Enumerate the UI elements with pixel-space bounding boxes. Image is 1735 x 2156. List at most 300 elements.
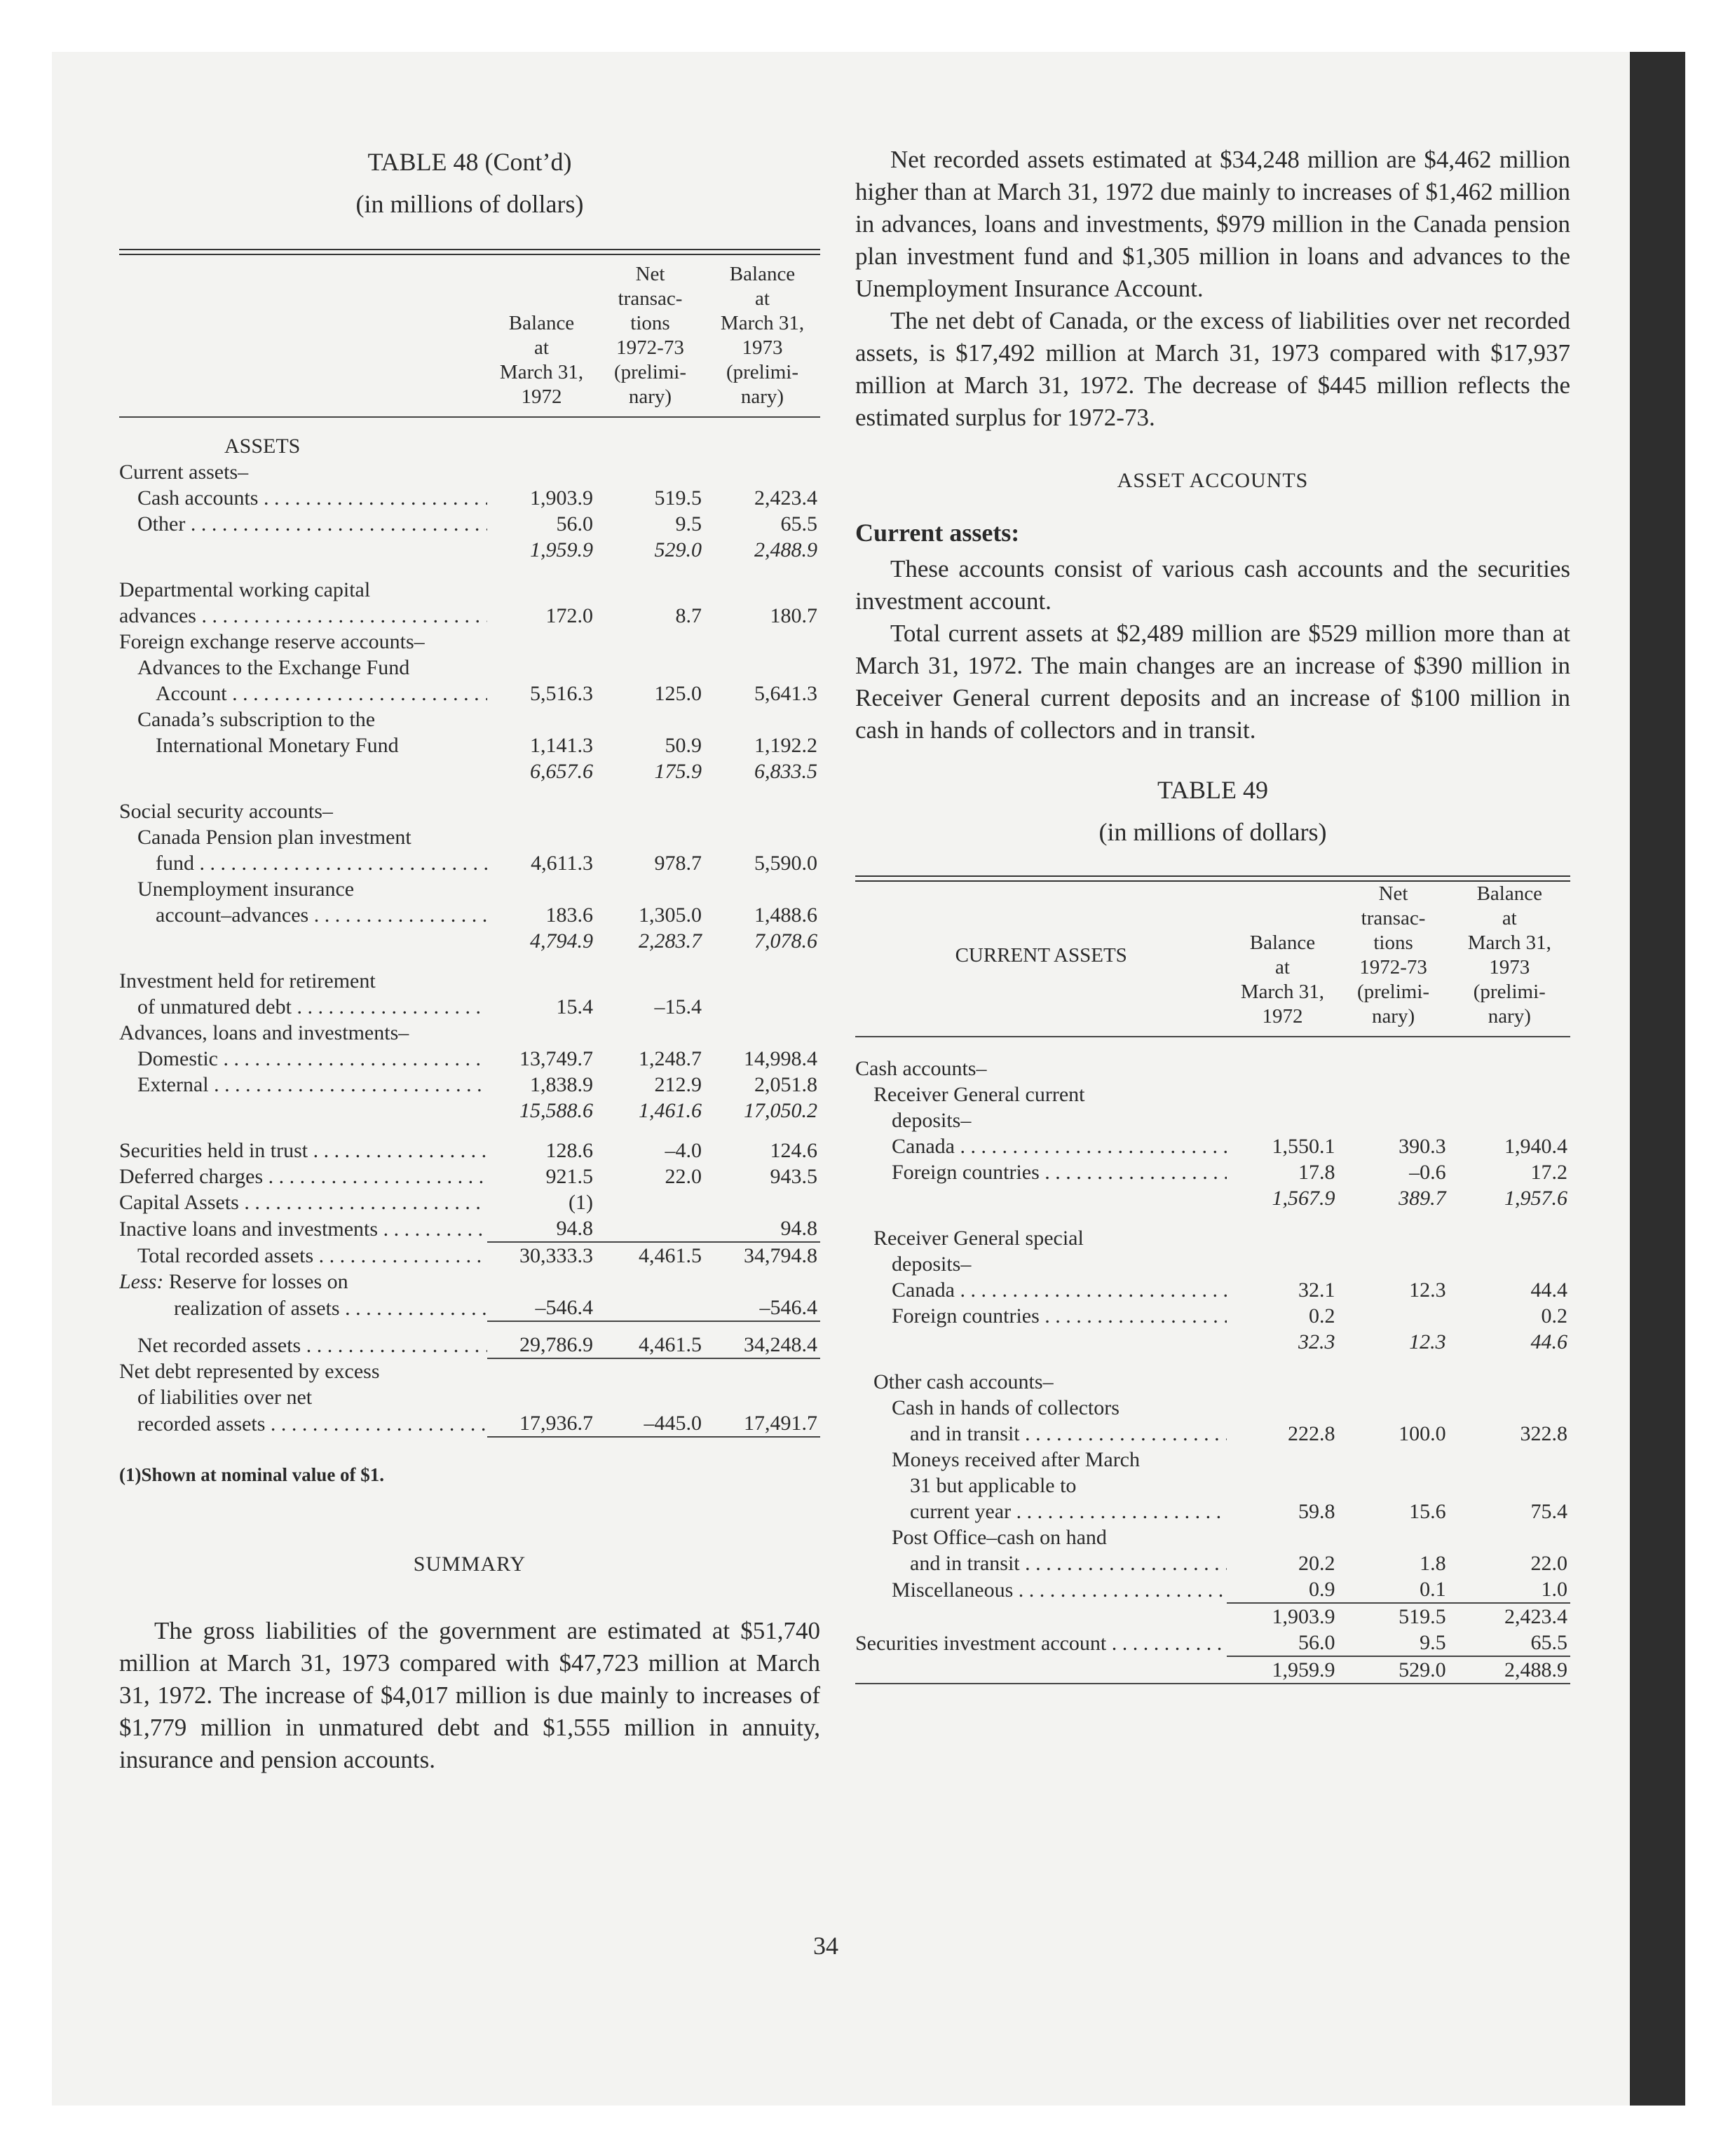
table48-cell: 5,516.3 — [530, 682, 593, 705]
table48-row — [119, 1295, 820, 1321]
table48-cell — [596, 824, 705, 850]
table48-cell — [596, 876, 705, 902]
table48-cell: 519.5 — [654, 486, 702, 510]
table48-cell — [705, 1189, 820, 1215]
table49-cell: 1.8 — [1420, 1552, 1446, 1575]
table48-cell — [596, 1020, 705, 1046]
table48-row — [119, 1138, 820, 1164]
table49-cell: 2,488.9 — [1449, 1656, 1570, 1684]
table49-cell: 1,550.1 — [1272, 1135, 1335, 1158]
table48-row-label: Cash accounts . . . — [119, 485, 487, 511]
table49-row — [855, 1056, 1570, 1082]
table49-cell — [1338, 1524, 1448, 1550]
table48-cell: 180.7 — [770, 604, 817, 627]
table48-row — [119, 1046, 820, 1072]
table48-cell: 1,141.3 — [530, 734, 593, 757]
table48-row-label — [119, 1098, 487, 1124]
table48-cell: 943.5 — [770, 1165, 817, 1188]
table49-cell: 15.6 — [1409, 1500, 1446, 1523]
table49-cell: 44.4 — [1530, 1278, 1567, 1302]
table49-cell — [1449, 1107, 1570, 1133]
table48-cell: 1,305.0 — [639, 903, 702, 927]
table49-col-header: Net transac- tions 1972-73 (prelimi- nary) — [1356, 882, 1430, 1028]
table48-cell: 4,461.5 — [596, 1321, 705, 1358]
paragraph-accounts-consist: These accounts consist of various cash accounts and the securities investment account. — [855, 555, 1570, 615]
table48-cell: 29,786.9 — [487, 1321, 596, 1358]
table48-cell — [487, 876, 596, 902]
table48-cell: 2,423.4 — [754, 486, 817, 510]
table48-row-label: Inactive loans and investments . . . — [119, 1215, 487, 1242]
table49-row — [855, 1630, 1570, 1656]
table48-cell — [596, 707, 705, 732]
table49-row — [855, 1395, 1570, 1421]
table48-row-label: account–advances . . . — [119, 902, 487, 928]
table48-cell — [705, 1020, 820, 1046]
table49-cell: 9.5 — [1338, 1630, 1448, 1656]
table48-cell: –546.4 — [487, 1295, 596, 1321]
table48-cell: 1,248.7 — [639, 1047, 702, 1070]
table48-cell: 4,611.3 — [531, 852, 593, 875]
table48-row — [119, 1321, 820, 1358]
table48-cell: 50.9 — [665, 734, 702, 757]
table49-cell — [1338, 1395, 1448, 1421]
table48-row-label: Investment held for retirement — [119, 969, 376, 992]
table48-row — [119, 681, 820, 707]
table49-row-label: Securities investment account . . . — [855, 1630, 1227, 1656]
table48-cell — [596, 629, 705, 655]
table49-row-label — [855, 1185, 1227, 1211]
table48-cell — [487, 824, 596, 850]
table48-row — [119, 902, 820, 928]
table49-cell: 1,959.9 — [1227, 1656, 1338, 1684]
table48-cell — [705, 798, 820, 824]
table49-row-label: Canada . . . — [855, 1133, 1227, 1159]
table49-title: TABLE 49 — [1157, 776, 1269, 804]
table49-cell: 519.5 — [1399, 1605, 1446, 1628]
table48-cell: 1,838.9 — [530, 1073, 593, 1096]
table48-row-label: fund . . . — [119, 850, 487, 876]
table48-row — [119, 577, 820, 603]
table48-row-label: Net recorded assets . . . — [119, 1321, 487, 1358]
table49-cell — [1449, 1251, 1570, 1277]
table48-cell — [596, 1215, 705, 1242]
table49-cell: 17.2 — [1530, 1161, 1567, 1184]
table48 — [119, 255, 820, 1438]
table48-cell: 1,461.6 — [639, 1099, 702, 1122]
table48-cell — [487, 459, 596, 485]
table48-cell — [487, 1384, 596, 1410]
table48-cell: (1) — [569, 1191, 593, 1214]
table48-row-label: International Monetary Fund — [156, 734, 399, 757]
table49-cell: 100.0 — [1399, 1422, 1446, 1445]
table48-row-label: Less: Reserve for losses on — [119, 1270, 348, 1293]
table48-row-label: Total recorded assets . . . — [119, 1242, 487, 1269]
table49-cell: 32.1 — [1298, 1278, 1335, 1302]
table49-row — [855, 1656, 1570, 1684]
paragraph-total-current-assets: Total current assets at $2,489 million are $529 million more than at March 31, 1972. The main changes are an increase of $390 million in Receiver General current deposits and an increase of $100 million in cash in hands of collectors and in transit. — [855, 620, 1570, 744]
table48-row-label: of liabilities over net — [137, 1386, 313, 1409]
table48-cell — [487, 1358, 596, 1384]
table48-cell: 175.9 — [654, 760, 702, 783]
table48-row-label: Canada Pension plan investment — [137, 826, 411, 849]
table48-cell: 15,588.6 — [519, 1099, 593, 1122]
table49-cell: 2,423.4 — [1504, 1605, 1567, 1628]
table49-cell — [1449, 1395, 1570, 1421]
table48-footnote: (1)Shown at nominal value of $1. — [119, 1464, 385, 1485]
table48-row-label: Account . . . — [119, 681, 487, 707]
table49-row — [855, 1369, 1570, 1395]
table49-cell — [1338, 1107, 1448, 1133]
table48-row — [119, 1358, 820, 1384]
table48-spacer — [119, 1124, 820, 1138]
table48-row-label: External . . . — [119, 1072, 487, 1098]
table48-cell: 172.0 — [545, 604, 593, 627]
table48-col-header: Balance at March 31, 1973 (prelimi- nary) — [720, 263, 805, 408]
table49-cell — [1227, 1082, 1338, 1107]
table48-cell: 34,248.4 — [705, 1321, 820, 1358]
table48-cell: 56.0 — [556, 512, 593, 535]
table49-cell — [1338, 1225, 1448, 1251]
table48-cell — [596, 655, 705, 681]
table48-cell: –445.0 — [596, 1410, 705, 1437]
table48-cell: 94.8 — [705, 1215, 820, 1242]
table49-cell: 17.8 — [1298, 1161, 1335, 1184]
table49-cell — [1449, 1082, 1570, 1107]
page-number: 34 — [813, 1932, 838, 1960]
table49-cell: 389.7 — [1399, 1187, 1446, 1210]
table49-top-rule — [855, 875, 1570, 882]
table48-row-label — [119, 758, 487, 784]
table48-row-label: Other . . . — [119, 511, 487, 537]
table48-row — [119, 1020, 820, 1046]
table48-cell — [705, 876, 820, 902]
table49-cell — [1338, 1303, 1448, 1329]
table49-cell — [1338, 1369, 1448, 1395]
table48-row — [119, 1072, 820, 1098]
table49-cell — [1227, 1395, 1338, 1421]
table49-row — [855, 1499, 1570, 1524]
table48-row — [119, 1215, 820, 1242]
table48-unit: (in millions of dollars) — [355, 190, 584, 218]
table49-row-label — [855, 1603, 1227, 1630]
table48-row-label: Current assets– — [119, 460, 249, 484]
table49-row — [855, 1576, 1570, 1603]
table48-cell — [705, 1358, 820, 1384]
table48-cell: 8.7 — [675, 604, 702, 627]
table49-row-label: Other cash accounts– — [873, 1370, 1054, 1393]
table49-row — [855, 1473, 1570, 1499]
table48-row — [119, 485, 820, 511]
table48-col-header: Net transac- tions 1972-73 (prelimi- nary) — [613, 263, 687, 408]
table48-row — [119, 968, 820, 994]
table48-cell — [596, 1189, 705, 1215]
table49-cell: 65.5 — [1449, 1630, 1570, 1656]
table49-cell — [1227, 1225, 1338, 1251]
table48-cell: 2,051.8 — [754, 1073, 817, 1096]
table48-cell: 2,283.7 — [639, 929, 702, 953]
table48-row — [119, 459, 820, 485]
table48-row-label: recorded assets . . . — [119, 1410, 487, 1437]
table49-row-label: Post Office–cash on hand — [892, 1526, 1107, 1549]
table48-row-label: Foreign exchange reserve accounts– — [119, 630, 425, 653]
table48-row — [119, 629, 820, 655]
table48-cell: 125.0 — [654, 682, 702, 705]
table48-row — [119, 1098, 820, 1124]
table49-row — [855, 1107, 1570, 1133]
table48-cell — [705, 824, 820, 850]
table48-cell: 30,333.3 — [519, 1244, 593, 1267]
table48-cell: 4,461.5 — [639, 1244, 702, 1267]
table48-row — [119, 824, 820, 850]
table49-cell: 322.8 — [1520, 1422, 1567, 1445]
table48-cell: 15.4 — [556, 995, 593, 1018]
table49-cell — [1449, 1473, 1570, 1499]
table48-row — [119, 537, 820, 563]
table48-row — [119, 1164, 820, 1189]
asset-accounts-title: ASSET ACCOUNTS — [1117, 469, 1309, 492]
table48-cell: 14,998.4 — [744, 1047, 817, 1070]
table48-cell: 5,641.3 — [754, 682, 817, 705]
table48-cell: 6,833.5 — [754, 760, 817, 783]
table48-cell — [487, 577, 596, 603]
table48-row — [119, 511, 820, 537]
table48-cell — [705, 994, 820, 1020]
table48-cell — [705, 459, 820, 485]
table48-spacer — [119, 784, 820, 798]
table49-row — [855, 1447, 1570, 1473]
table49-row-label: Miscellaneous . . . — [855, 1576, 1227, 1603]
table49-cell: 0.9 — [1227, 1576, 1338, 1603]
table48-row — [119, 603, 820, 629]
table49-row — [855, 1524, 1570, 1550]
table49-cell: 0.2 — [1308, 1304, 1335, 1328]
table49-cell: 22.0 — [1530, 1552, 1567, 1575]
table48-cell: 34,794.8 — [744, 1244, 817, 1267]
table49-row — [855, 1329, 1570, 1355]
table48-cell — [596, 1358, 705, 1384]
table48-cell: –546.4 — [705, 1295, 820, 1321]
table48-row-label: Canada’s subscription to the — [137, 708, 376, 731]
table48-row-label — [119, 537, 487, 563]
table48-cell: 9.5 — [675, 512, 702, 535]
table48-row — [119, 1242, 820, 1269]
table49-cell: 390.3 — [1399, 1135, 1446, 1158]
table48-row — [119, 1189, 820, 1215]
table49-cell: –0.6 — [1409, 1161, 1446, 1184]
table49-cell — [1449, 1056, 1570, 1082]
table49-row-label: and in transit . . . — [855, 1550, 1227, 1576]
table48-cell — [487, 1269, 596, 1295]
table48-cell: –4.0 — [665, 1139, 702, 1162]
current-assets-heading: Current assets: — [855, 519, 1020, 547]
table48-cell: 978.7 — [654, 852, 702, 875]
table49-row — [855, 1133, 1570, 1159]
table48-row — [119, 876, 820, 902]
table49-cell: 1.0 — [1449, 1576, 1570, 1603]
table48-cell — [705, 968, 820, 994]
table48-row — [119, 758, 820, 784]
table49-cell: 44.6 — [1530, 1330, 1567, 1353]
table48-row-label: Securities held in trust . . . — [119, 1138, 487, 1164]
table48-top-rule — [119, 249, 820, 255]
table48-header-row — [119, 255, 820, 409]
table48-row-label: of unmatured debt . . . — [119, 994, 487, 1020]
table49-row — [855, 1303, 1570, 1329]
table49-row-label: deposits– — [892, 1253, 972, 1276]
table48-cell: 5,590.0 — [754, 852, 817, 875]
table49-row-label — [855, 1656, 1227, 1684]
table49-cell: 0.1 — [1338, 1576, 1448, 1603]
table49-cell — [1338, 1251, 1448, 1277]
table48-row-label: realization of assets . . . — [119, 1295, 487, 1321]
table48-row-label: Social security accounts– — [119, 800, 333, 823]
table49-cell: 32.3 — [1298, 1330, 1335, 1353]
table48-cell: 17,491.7 — [705, 1410, 820, 1437]
table49-cell — [1227, 1251, 1338, 1277]
table49-cell — [1227, 1473, 1338, 1499]
table48-cell — [487, 707, 596, 732]
table48-cell — [596, 798, 705, 824]
table49-row-label: 31 but applicable to — [910, 1474, 1077, 1497]
table49-cell: 222.8 — [1287, 1422, 1335, 1445]
table48-cell: 7,078.6 — [754, 929, 817, 953]
table48-cell: –15.4 — [654, 995, 702, 1018]
table49-row — [855, 1251, 1570, 1277]
table49-cell: 12.3 — [1409, 1278, 1446, 1302]
table48-row — [119, 707, 820, 732]
table49-cell: 56.0 — [1227, 1630, 1338, 1656]
table49-row-label: Moneys received after March — [892, 1448, 1140, 1471]
table48-cell: 921.5 — [545, 1165, 593, 1188]
table49-cell: 12.3 — [1409, 1330, 1446, 1353]
table49-row — [855, 1550, 1570, 1576]
table48-cell: 4,794.9 — [530, 929, 593, 953]
table49-cell: 1,567.9 — [1272, 1187, 1335, 1210]
table49-cell — [1338, 1056, 1448, 1082]
table48-row — [119, 994, 820, 1020]
table48-cell — [705, 1269, 820, 1295]
table48-row-label: advances . . . — [119, 603, 487, 629]
table48-row-label — [119, 928, 487, 954]
table48-cell: 6,657.6 — [530, 760, 593, 783]
table48-cell — [705, 629, 820, 655]
table48-row — [119, 928, 820, 954]
table49-cell — [1338, 1082, 1448, 1107]
table49-row-label: Foreign countries . . . — [855, 1159, 1227, 1185]
table48-row — [119, 850, 820, 876]
table48-cell — [596, 1295, 705, 1321]
table48-row-label: Unemployment insurance — [137, 878, 355, 901]
table48-cell: 124.6 — [770, 1139, 817, 1162]
table49-cell — [1227, 1524, 1338, 1550]
table49-row — [855, 1603, 1570, 1630]
table49-cell: 1,957.6 — [1504, 1187, 1567, 1210]
paragraph-net-recorded-assets: Net recorded assets estimated at $34,248 million are $4,462 million higher than at March 31, 1972 due mainly to increases of $1,462 million in advances, loans and investments, $979 million in the Canada pension plan investment fund and $1,305 million in loans and advances to the Unemployment Insurance Account. — [855, 146, 1570, 302]
table49-col-header: Balance at March 31, 1972 — [1240, 932, 1325, 1028]
table49-cell — [1338, 1447, 1448, 1473]
table48-cell: 17,936.7 — [487, 1410, 596, 1437]
table48-row-label: Capital Assets . . . — [119, 1189, 487, 1215]
table48-cell: 94.8 — [487, 1215, 596, 1242]
table48-cell — [596, 1269, 705, 1295]
table48-row — [119, 732, 820, 758]
table48-row — [119, 655, 820, 681]
table48-spacer — [119, 563, 820, 577]
table48-cell — [487, 655, 596, 681]
table49-section-label: CURRENT ASSETS — [955, 943, 1127, 967]
table49-row-label: current year . . . — [855, 1499, 1227, 1524]
table49-cell — [1338, 1473, 1448, 1499]
table48-cell: 1,959.9 — [530, 538, 593, 561]
assets-heading: ASSETS — [224, 435, 301, 458]
table48-cell — [596, 968, 705, 994]
table49-cell — [1449, 1524, 1570, 1550]
table48-cell: 1,488.6 — [754, 903, 817, 927]
table48-cell — [596, 459, 705, 485]
table48-cell: 13,749.7 — [519, 1047, 593, 1070]
paragraph-net-debt: The net debt of Canada, or the excess of liabilities over net recorded assets, is $17,492 million at March 31, 1973 compared with $17,937 million at March 31, 1972. The decrease of $445 million reflects the estimated surplus for 1972-73. — [855, 307, 1570, 431]
table49-cell: 59.8 — [1298, 1500, 1335, 1523]
table48-cell — [487, 968, 596, 994]
table49-row-label: Receiver General special — [873, 1227, 1084, 1250]
table49-cell — [1449, 1369, 1570, 1395]
table48-row-label: Advances to the Exchange Fund — [137, 656, 410, 679]
right-column — [855, 144, 1570, 1684]
table48-cell: 183.6 — [545, 903, 593, 927]
table49-unit: (in millions of dollars) — [1098, 818, 1327, 846]
table48-cell: 1,192.2 — [754, 734, 817, 757]
table49-body — [855, 1056, 1570, 1684]
table48-cell — [596, 1384, 705, 1410]
page-binding-edge — [1630, 52, 1685, 2106]
table49-spacer — [855, 1211, 1570, 1225]
table48-cell — [487, 798, 596, 824]
table49-row-label: and in transit . . . — [855, 1421, 1227, 1447]
table48-row — [119, 1269, 820, 1295]
table48-cell: 1,903.9 — [530, 486, 593, 510]
table49-cell: 20.2 — [1298, 1552, 1335, 1575]
table49-row-label: Canada . . . — [855, 1277, 1227, 1303]
table49 — [855, 882, 1570, 1684]
table49-row-label: Foreign countries . . . — [855, 1303, 1227, 1329]
table49-cell: 1,940.4 — [1504, 1135, 1567, 1158]
table48-cell — [487, 629, 596, 655]
table48-section-row — [119, 417, 820, 459]
table48-row-label: Advances, loans and investments– — [119, 1021, 409, 1044]
table48-cell — [705, 655, 820, 681]
table49-cell — [1449, 1225, 1570, 1251]
table48-title: TABLE 48 (Cont’d) — [367, 148, 572, 176]
table48-col-header: Balance at March 31, 1972 — [499, 312, 584, 408]
table48-body — [119, 459, 820, 1437]
table48-row — [119, 798, 820, 824]
table48-cell: 22.0 — [665, 1165, 702, 1188]
table48-row-label: Domestic . . . — [119, 1046, 487, 1072]
table49-row — [855, 1421, 1570, 1447]
table48-row-label: Deferred charges . . . — [119, 1164, 487, 1189]
table49-cell — [1227, 1369, 1338, 1395]
table49-cell: 75.4 — [1530, 1500, 1567, 1523]
table49-row — [855, 1185, 1570, 1211]
table49-cell — [1227, 1447, 1338, 1473]
table48-row — [119, 1384, 820, 1410]
table49-row-label: Receiver General current — [873, 1083, 1085, 1106]
table49-row — [855, 1159, 1570, 1185]
left-column — [119, 144, 820, 1776]
table48-cell: 128.6 — [545, 1139, 593, 1162]
table49-col-header: Balance at March 31, 1973 (prelimi- nary) — [1467, 882, 1551, 1028]
table48-cell: 17,050.2 — [744, 1099, 817, 1122]
